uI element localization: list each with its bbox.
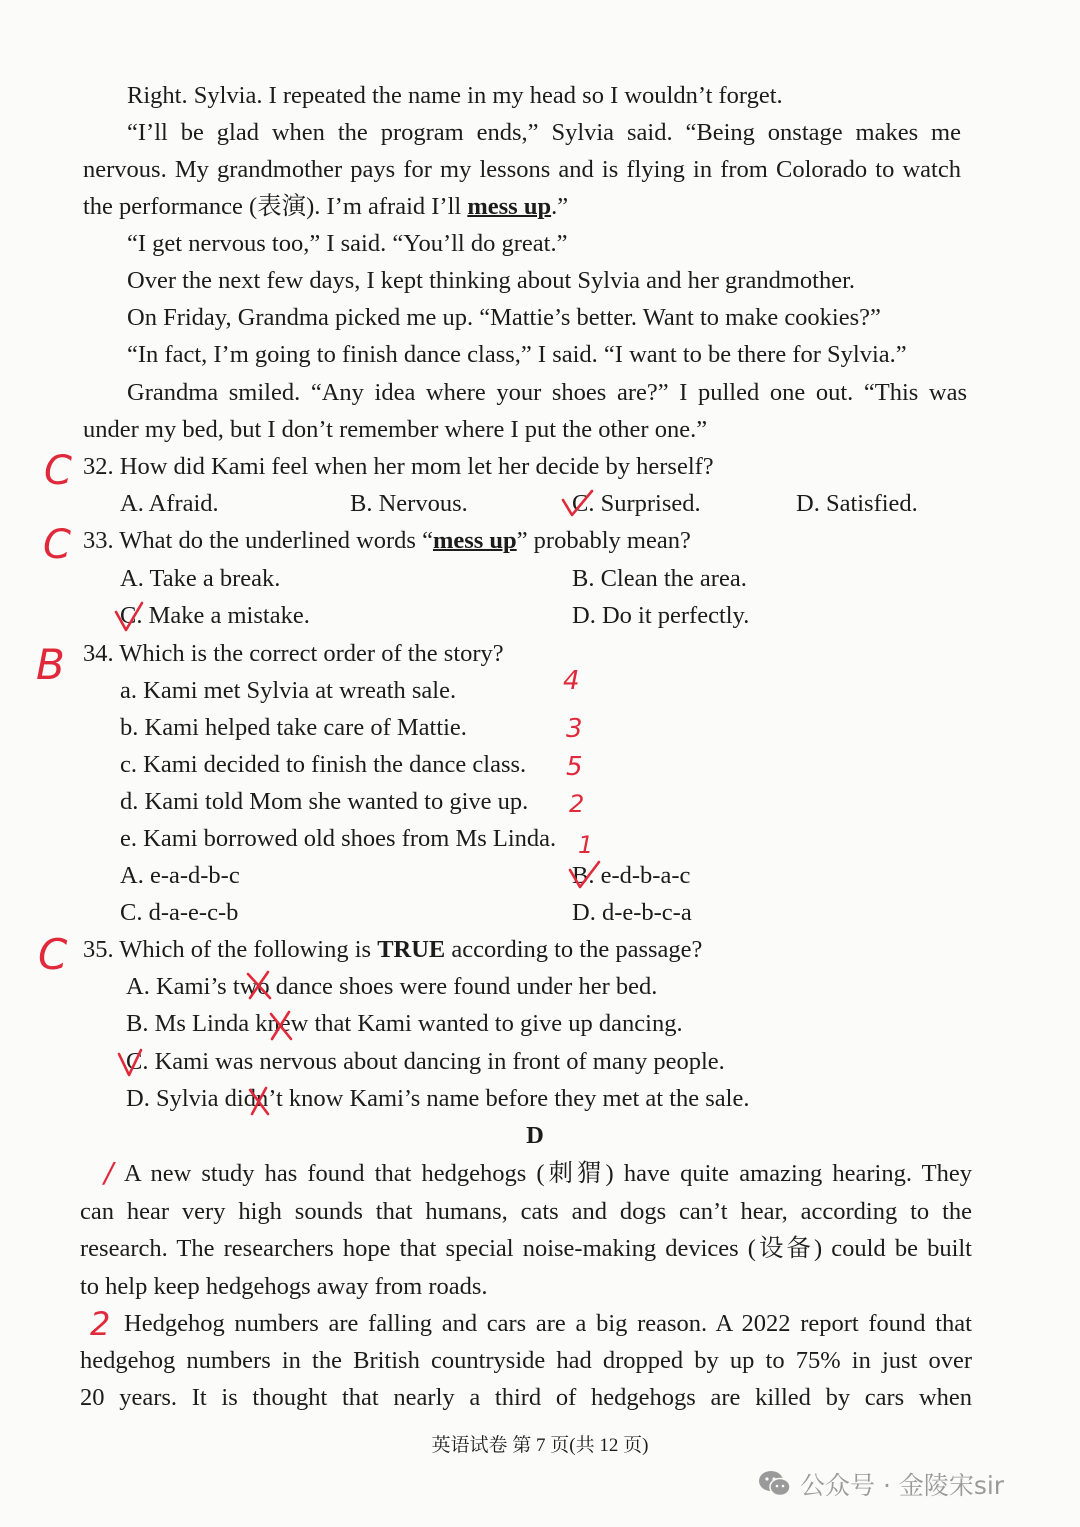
order-mark-e: 1	[578, 831, 594, 859]
story-line: On Friday, Grandma picked me up. “Mattie’s better. Want to make cookies?”	[127, 304, 881, 331]
question-34-stem: 34. Which is the correct order of the story?	[83, 640, 504, 667]
order-mark-d: 2	[569, 790, 585, 818]
passage-line: can hear very high sounds that humans, cats and dogs can’t hear, according to the	[80, 1198, 972, 1225]
q34-option-b: B. e-d-b-a-c	[572, 862, 691, 889]
q34-option-d: D. d-e-b-c-a	[572, 899, 692, 926]
paragraph-mark-2: 2	[90, 1305, 111, 1343]
passage-line: Hedgehog numbers are falling and cars are a big reason. A 2022 report found that	[124, 1310, 972, 1337]
bold-word: TRUE	[377, 936, 446, 963]
q32-option-b: B. Nervous.	[350, 490, 468, 517]
q34-event-b: b. Kami helped take care of Mattie.	[120, 714, 467, 741]
q32-option-c: C. Surprised.	[572, 490, 701, 517]
answer-mark-34: B	[36, 640, 65, 689]
q35-option-b: B. Ms Linda knew that Kami wanted to give up dancing.	[126, 1010, 683, 1037]
answer-mark-32: C	[44, 448, 72, 494]
paragraph-mark-1: /	[104, 1156, 114, 1189]
q35-option-a: A. Kami’s two dance shoes were found under her bed.	[126, 973, 658, 1000]
passage-line: 20 years. It is thought that nearly a third of hedgehogs are killed by cars when	[80, 1384, 972, 1411]
story-line: nervous. My grandmother pays for my lessons and is flying in from Colorado to watch	[83, 156, 961, 183]
story-line: “In fact, I’m going to finish dance class,” I said. “I want to be there for Sylvia.”	[127, 341, 907, 368]
q34-event-c: c. Kami decided to finish the dance class.	[120, 751, 527, 778]
check-mark-icon	[563, 491, 592, 515]
order-mark-c: 5	[566, 752, 583, 782]
section-heading: D	[526, 1122, 544, 1149]
watermark-text: 公众号 · 金陵宋sir	[800, 1471, 1005, 1500]
q34-event-e: e. Kami borrowed old shoes from Ms Linda.	[120, 825, 557, 852]
stem-text: 33. What do the underlined words “	[83, 527, 433, 554]
story-line: “I’ll be glad when the program ends,” Sylvia said. “Being onstage makes me	[127, 119, 961, 146]
q33-option-b: B. Clean the area.	[572, 565, 747, 592]
story-line: Over the next few days, I kept thinking about Sylvia and her grandmother.	[127, 267, 856, 294]
check-mark-icon	[119, 1050, 141, 1075]
order-mark-a: 4	[563, 666, 580, 696]
underlined-phrase: mess up	[467, 193, 552, 220]
passage-line: A new study has found that hedgehogs (刺猬) have quite amazing hearing. They	[124, 1160, 972, 1187]
answer-mark-35: C	[38, 930, 68, 979]
question-32-stem: 32. How did Kami feel when her mom let her decide by herself?	[83, 453, 714, 480]
q33-option-c: C. Make a mistake.	[120, 602, 310, 629]
story-line: Right. Sylvia. I repeated the name in my head so I wouldn’t forget.	[127, 82, 783, 109]
cross-mark-icon	[250, 1088, 268, 1114]
order-mark-b: 3	[566, 714, 583, 744]
story-text: the performance (表演). I’m afraid I’ll	[83, 193, 468, 220]
stem-text: according to the passage?	[445, 936, 703, 963]
q35-option-c: C. Kami was nervous about dancing in front of many people.	[126, 1048, 725, 1075]
check-mark-icon	[570, 862, 599, 887]
q32-option-a: A. Afraid.	[120, 490, 219, 517]
passage-line: hedgehog numbers in the British countryside had dropped by up to 75% in just over	[80, 1347, 972, 1374]
q34-event-d: d. Kami told Mom she wanted to give up.	[120, 788, 529, 815]
stem-text: 35. Which of the following is	[83, 936, 378, 963]
check-mark-icon	[116, 603, 142, 630]
q34-option-a: A. e-a-d-b-c	[120, 862, 240, 889]
answer-mark-33: C	[43, 522, 71, 568]
q32-option-d: D. Satisfied.	[796, 490, 918, 517]
q33-option-a: A. Take a break.	[120, 565, 281, 592]
page-footer: 英语试卷 第 7 页(共 12 页)	[431, 1435, 649, 1456]
q34-event-a: a. Kami met Sylvia at wreath sale.	[120, 677, 457, 704]
story-line: under my bed, but I don’t remember where I put the other one.”	[83, 416, 708, 443]
story-text: .”	[551, 193, 569, 220]
stem-text: ” probably mean?	[516, 527, 691, 554]
q35-option-d: D. Sylvia didn’t know Kami’s name before they met at the sale.	[126, 1085, 750, 1112]
underlined-phrase: mess up	[432, 527, 517, 554]
passage-line: to help keep hedgehogs away from roads.	[80, 1273, 488, 1300]
story-line: “I get nervous too,” I said. “You’ll do great.”	[127, 230, 568, 257]
cross-mark-icon	[271, 1012, 291, 1039]
passage-line: research. The researchers hope that special noise-making devices (设备) could be built	[80, 1235, 972, 1262]
story-line: Grandma smiled. “Any idea where your shoes are?” I pulled one out. “This was	[127, 379, 967, 406]
cross-mark-icon	[248, 972, 270, 998]
q34-option-c: C. d-a-e-c-b	[120, 899, 239, 926]
q33-option-d: D. Do it perfectly.	[572, 602, 750, 629]
